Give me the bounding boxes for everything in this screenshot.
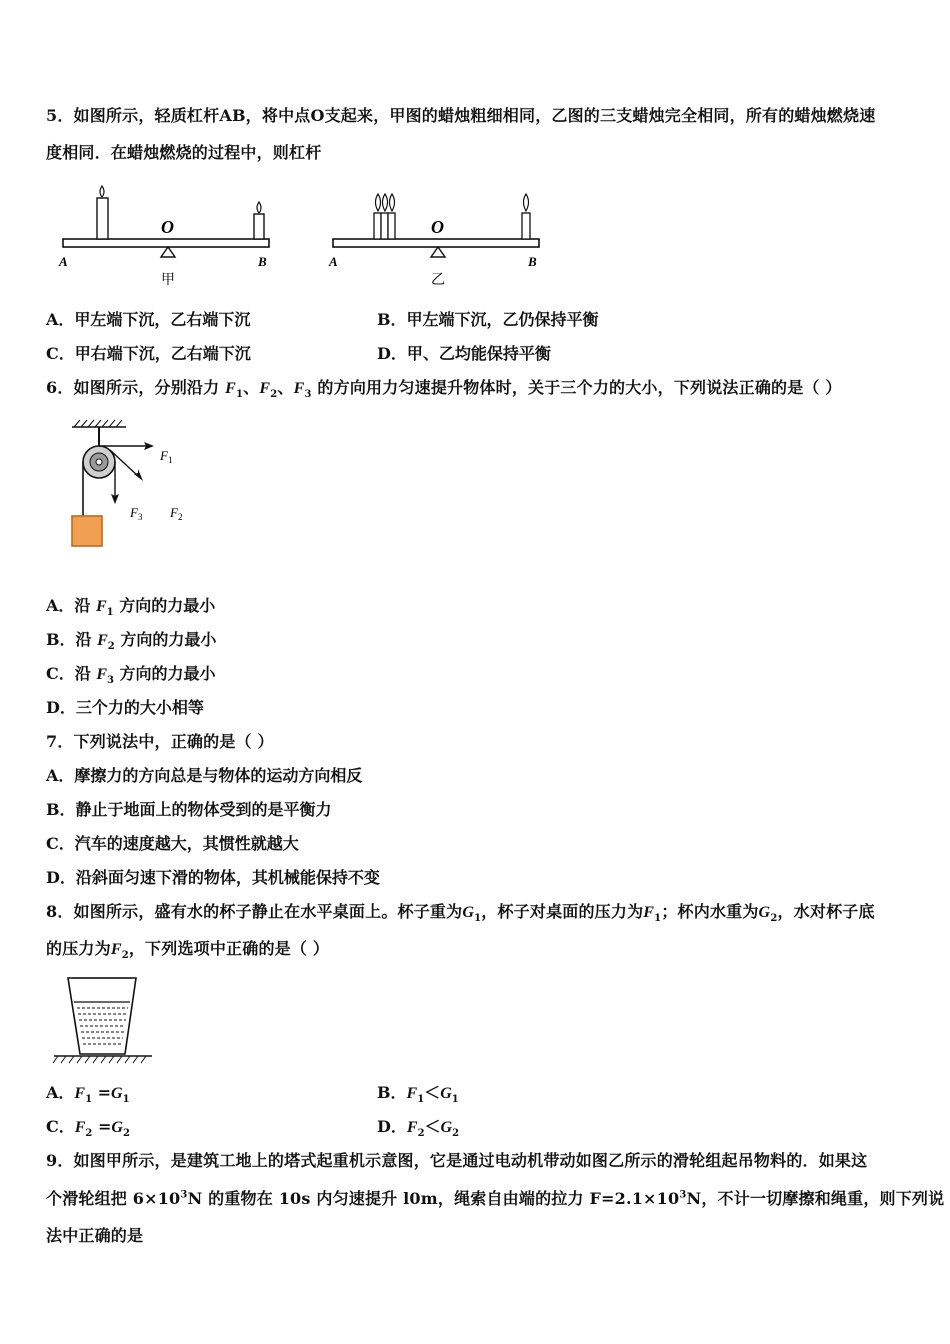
q8-f2-sub: 2 [121,950,129,962]
q6-option-d[interactable]: D．三个力的大小相等 [46,698,204,717]
q8-option-b-rs: 1 [451,1094,459,1106]
q8-stem-line2 [46,936,329,961]
q8-l1d: ，水对杯子底 [777,902,875,921]
q8-option-b-l: F [406,1085,418,1102]
q5-lever-figure-yi [325,180,555,290]
q6-option-c-pre: C．沿 [46,664,97,683]
q8-option-c[interactable] [46,1114,130,1139]
q5-option-d[interactable]: D．甲、乙均能保持平衡 [377,344,551,363]
q8-option-d-rs: 2 [452,1128,460,1140]
q8-option-d-l: F [406,1119,418,1136]
q8-g1-sub: 1 [474,913,482,925]
q8-option-b[interactable] [377,1080,459,1105]
q5-yi-label-b: B [528,254,537,269]
q9-stem-line2 [46,1186,944,1209]
q8-option-b-r: G [440,1085,452,1102]
q8-l1a: 8．如图所示，盛有水的杯子静止在水平桌面上。杯子重为 [46,902,463,921]
q8-option-a-op: = [92,1083,112,1102]
q8-option-b-op: ＜ [424,1083,441,1102]
q6-stem-f2: F [259,380,271,397]
q8-option-d-ls: 2 [417,1128,425,1140]
q9-l2a: 个滑轮组把 6×10 [46,1189,181,1208]
q6-option-c[interactable] [46,661,216,686]
q8-option-a-ls: 1 [85,1094,93,1106]
q8-option-a[interactable] [46,1080,130,1105]
q6-option-a-sub: 1 [106,607,114,619]
q8-option-c-r: G [111,1119,123,1136]
q8-stem-line1 [46,899,875,924]
q8-option-b-ls: 1 [417,1094,425,1106]
q6-pulley-figure [60,418,210,558]
q6-stem-sep2: 、 [277,378,294,397]
q5-yi-caption: 乙 [431,272,445,288]
q6-option-a[interactable] [46,593,215,618]
q6-option-a-post: 方向的力最小 [113,596,216,615]
q6-stem-prefix: 6．如图所示，分别沿力 [46,378,226,397]
q6-fig-label-f2-sub: 2 [178,512,183,522]
q6-stem-f1-sub: 1 [235,389,244,401]
q6-stem-f3-sub: 3 [304,389,312,401]
q8-option-d-pre: D． [377,1117,407,1136]
q8-g1: G [462,904,475,921]
q5-option-b[interactable]: B．甲左端下沉，乙仍保持平衡 [377,310,599,329]
q8-l2b: ，下列选项中正确的是（ ） [128,939,330,958]
q9-stem-line3: 法中正确的是 [46,1226,144,1245]
q8-option-d-r: G [440,1119,453,1136]
q8-f1-sub: 1 [654,913,662,925]
q7-option-d[interactable]: D．沿斜面匀速下滑的物体，其机械能保持不变 [46,868,380,887]
q8-f2: F [110,941,122,958]
q5-jia-caption: 甲 [161,272,175,288]
q5-option-a[interactable]: A．甲左端下沉，乙右端下沉 [46,310,251,329]
q8-f1: F [643,904,655,921]
q8-option-a-pre: A． [46,1083,75,1102]
q8-option-d-op: ＜ [424,1117,441,1136]
q9-exp2: 3 [679,1189,687,1201]
q9-l2c: N，不计一切摩擦和绳重，则下列说 [686,1189,945,1208]
q5-jia-label-o: O [161,217,174,237]
q6-option-c-post: 方向的力最小 [113,664,216,683]
q6-fig-label-f1: F [160,448,168,463]
q6-stem-sep1: 、 [243,378,260,397]
q8-l2a: 的压力为 [46,939,111,958]
q8-l1c: ；杯内水重为 [661,902,759,921]
q8-option-c-pre: C． [46,1117,75,1136]
q5-stem-line2: 度相同．在蜡烛燃烧的过程中，则杠杆 [46,143,322,162]
q7-stem: 7．下列说法中，正确的是（ ） [46,732,274,751]
q7-option-b[interactable]: B．静止于地面上的物体受到的是平衡力 [46,800,332,819]
q8-g2-sub: 2 [770,913,778,925]
q6-option-b-f: F [97,632,108,649]
q6-stem-f3: F [293,380,305,397]
q8-option-c-l: F [74,1119,86,1136]
q8-option-c-op: = [92,1117,112,1136]
q5-jia-label-b: B [258,254,267,269]
q6-stem-f2-sub: 2 [270,389,278,401]
q6-stem [46,375,842,400]
q6-option-c-sub: 3 [106,675,114,687]
q7-option-a[interactable]: A．摩擦力的方向总是与物体的运动方向相反 [46,766,363,785]
q5-yi-label-o: O [431,217,444,237]
q6-option-b-pre: B．沿 [46,630,98,649]
q6-stem-f1: F [225,380,236,397]
q6-option-a-pre: A．沿 [46,596,96,615]
q8-option-a-r: G [111,1085,123,1102]
q8-g2: G [758,904,771,921]
q6-option-b[interactable] [46,627,216,652]
q8-cup-figure [52,972,162,1068]
q6-fig-label-f2: F [170,505,178,520]
q9-stem-line1: 9．如图甲所示，是建筑工地上的塔式起重机示意图，它是通过电动机带动如图乙所示的滑轮组起吊物料的．如果这 [46,1151,868,1170]
q9-exp1: 3 [180,1189,188,1201]
q6-fig-label-f3: F [130,505,138,520]
q6-fig-label-f1-sub: 1 [168,455,173,465]
q8-option-c-rs: 2 [122,1128,130,1140]
q8-option-d[interactable] [377,1114,459,1139]
q9-l2b: N 的重物在 10s 内匀速提升 l0m，绳索自由端的拉力 F=2.1×10 [187,1189,680,1208]
q6-stem-suffix: 的方向用力匀速提升物体时，关于三个力的大小，下列说法正确的是（ ） [311,378,842,397]
q6-option-c-f: F [96,666,107,683]
q5-option-c[interactable]: C．甲右端下沉，乙右端下沉 [46,344,251,363]
q6-fig-label-f3-sub: 3 [138,512,143,522]
q7-option-c[interactable]: C．汽车的速度越大，其惯性就越大 [46,834,299,853]
q5-jia-label-a: A [59,254,68,269]
q6-option-b-post: 方向的力最小 [114,630,217,649]
q5-yi-label-a: A [329,254,338,269]
q8-l1b: ，杯子对桌面的压力为 [481,902,644,921]
q8-option-b-pre: B． [377,1083,407,1102]
q5-stem-line1: 5．如图所示，轻质杠杆AB，将中点O支起来，甲图的蜡烛粗细相同，乙图的三支蜡烛完全相同，所有的蜡烛燃烧速 [46,106,876,125]
q8-option-a-l: F [74,1085,86,1102]
q5-lever-figure-jia [55,180,285,290]
q6-option-a-f: F [96,598,107,615]
q8-option-c-ls: 2 [85,1128,93,1140]
q8-option-a-rs: 1 [122,1094,130,1106]
q6-option-b-sub: 2 [107,641,115,653]
